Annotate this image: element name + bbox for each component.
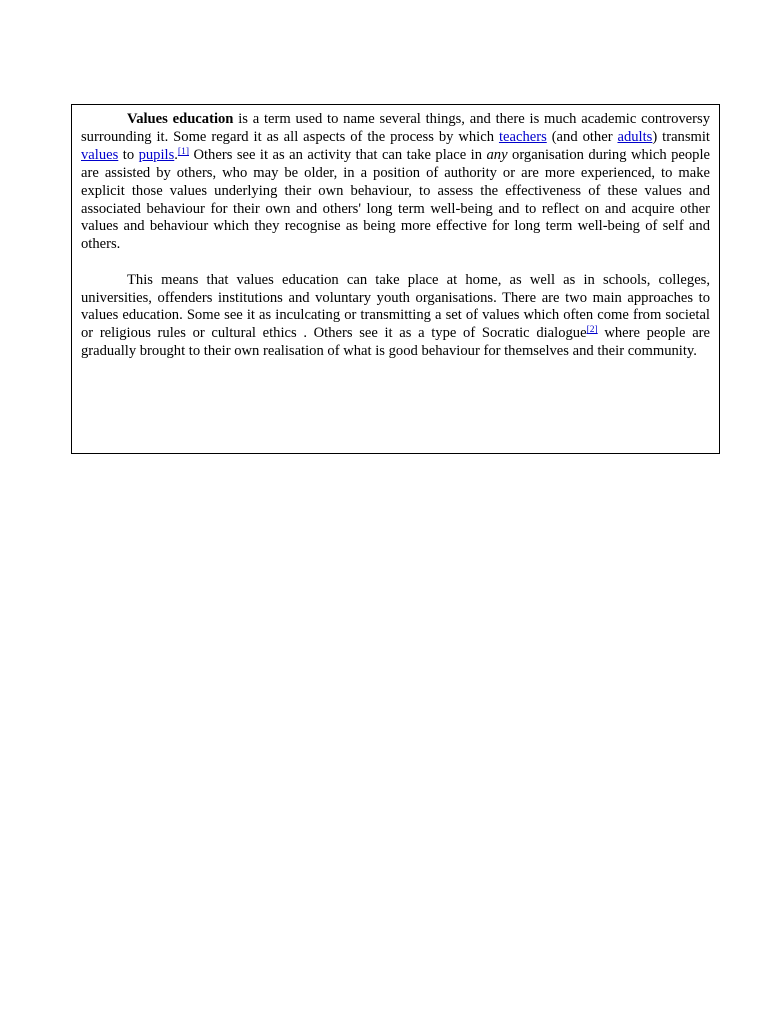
link-teachers[interactable]: teachers — [498, 128, 547, 145]
text-segment: to — [118, 146, 139, 163]
text-box — [71, 104, 720, 454]
paragraph-2 — [81, 272, 710, 362]
reference-link-2[interactable]: [2] — [586, 325, 598, 336]
text-segment: where people are gradually brought to their own realisation of what is good behaviour for themselves and their community. — [81, 325, 711, 360]
text-segment: (and other — [546, 128, 618, 145]
paragraph-1 — [81, 111, 710, 254]
term-values-education: Values education — [127, 111, 234, 127]
text-segment: . — [174, 146, 178, 163]
text-segment: Others see it as an activity that can take place in — [189, 146, 487, 163]
link-pupils[interactable]: pupils — [138, 146, 175, 163]
text-segment: ) transmit — [652, 128, 710, 145]
text-segment: organisation during which people are assisted by others, who may be older, in a position of authority or are more experienced, to make explicit those values underlying their own behaviour, to assess the effectiveness of these values and associated behaviour for their own and others' long term well-being and to reflect on and acquire other values and behaviour which they recognise as being more effective for long term well-being of self and others. — [81, 146, 710, 253]
reference-link-1[interactable]: [1] — [177, 146, 189, 157]
link-values[interactable]: values — [81, 146, 119, 163]
emphasis-any: any — [486, 146, 508, 163]
link-adults[interactable]: adults — [617, 128, 653, 145]
text-segment: This means that values education can take place at home, as well as in schools, colleges, universities, offenders institutions and voluntary youth organisations. There are two main approaches to values education. Some see it as inculcating or transmitting a set of values which often come from societal or religious rules or cultural ethics . Others see it as a type of Socratic dialogue — [81, 271, 710, 342]
text-segment: is a term used to name several things, and there is much academic controversy surrounding it. Some regard it as all aspects of the process by which — [81, 111, 710, 145]
